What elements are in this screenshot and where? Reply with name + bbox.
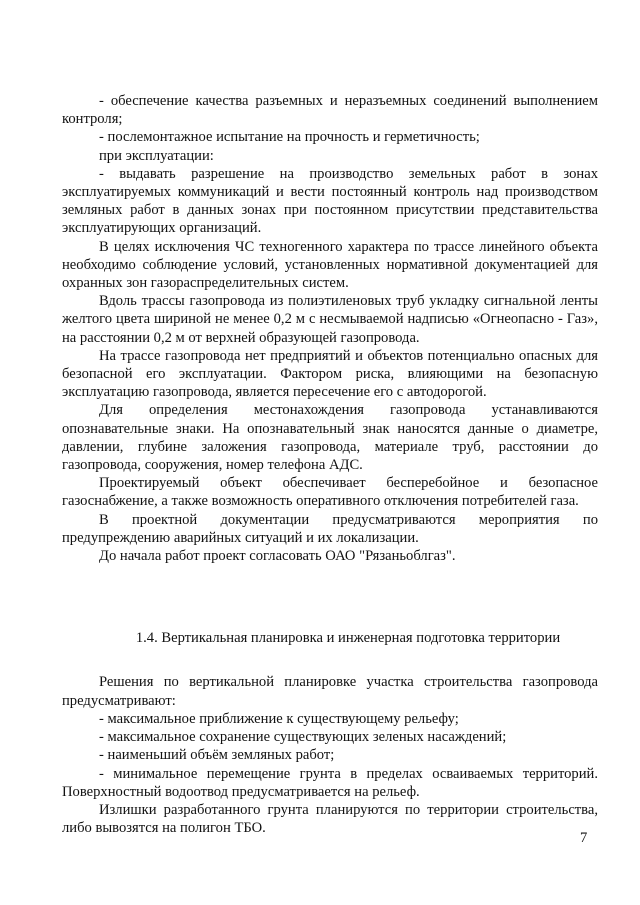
- paragraph: - выдавать разрешение на производство земельных работ в зонах эксплуатируемых коммуникаций и вести постоянный контроль над производством земляных работ в данных зонах при постоянном присутствии представительства эксплуатирующих организаций.: [62, 165, 598, 237]
- paragraph: - максимальное сохранение существующих зеленых насаждений;: [99, 729, 507, 746]
- paragraph: Вдоль трассы газопровода из полиэтиленовых труб укладку сигнальной ленты желтого цвета шириной не менее 0,2 м с несмываемой надписью «Огнеопасно - Газ», на расстоянии 0,2 м от верхней образующей газопровода.: [62, 293, 598, 346]
- spacer: [62, 647, 598, 673]
- paragraph: Решения по вертикальной планировке участка строительства газопровода предусматривают:: [62, 674, 598, 709]
- paragraph: До начала работ проект согласовать ОАО "Рязаньоблгаз".: [99, 548, 456, 565]
- paragraph: Проектируемый объект обеспечивает бесперебойное и безопасное газоснабжение, а также возможность оперативного отключения потребителей газа.: [62, 475, 598, 510]
- page-number: 7: [580, 830, 588, 846]
- paragraph: Для определения местонахождения газопровода устанавливаются опознавательные знаки. На опознавательный знак наносятся данные о диаметре, давлении, глубине заложения газопровода, материале труб, расстоянии до газопровода, сооружения, номер телефона АДС.: [62, 402, 598, 474]
- paragraph: - наименьший объём земляных работ;: [99, 747, 335, 764]
- paragraph: В целях исключения ЧС техногенного характера по трассе линейного объекта необходимо соблюдение условий, установленных нормативной документацией для охранных зон газораспределительных систем.: [62, 238, 598, 292]
- paragraph: - максимальное приближение к существующему рельефу;: [99, 710, 459, 727]
- section-heading: 1.4. Вертикальная планировка и инженерная подготовка территории: [135, 630, 561, 647]
- paragraph: На трассе газопровода нет предприятий и объектов потенциально опасных для безопасной его эксплуатации. Фактором риска, влияющими на безопасную эксплуатацию газопровода, является пересечение его с автодорогой.: [62, 347, 598, 401]
- paragraph: при эксплуатации:: [99, 147, 214, 164]
- body-text-top: [62, 92, 598, 565]
- paragraph: - минимальное перемещение грунта в пределах осваиваемых территорий. Поверхностный водоотвод предусматривается на рельеф.: [62, 765, 598, 800]
- document-page: [62, 92, 598, 837]
- body-text-bottom: [62, 673, 598, 837]
- paragraph: В проектной документации предусматриваются мероприятия по предупреждению аварийных ситуаций и их локализации.: [62, 511, 598, 546]
- paragraph: Излишки разработанного грунта планируются по территории строительства, либо вывозятся на полигон ТБО.: [62, 801, 598, 837]
- paragraph: - послемонтажное испытание на прочность и герметичность;: [99, 129, 480, 146]
- paragraph: - обеспечение качества разъемных и неразъемных соединений выполнением контроля;: [62, 93, 598, 128]
- spacer: [62, 565, 598, 629]
